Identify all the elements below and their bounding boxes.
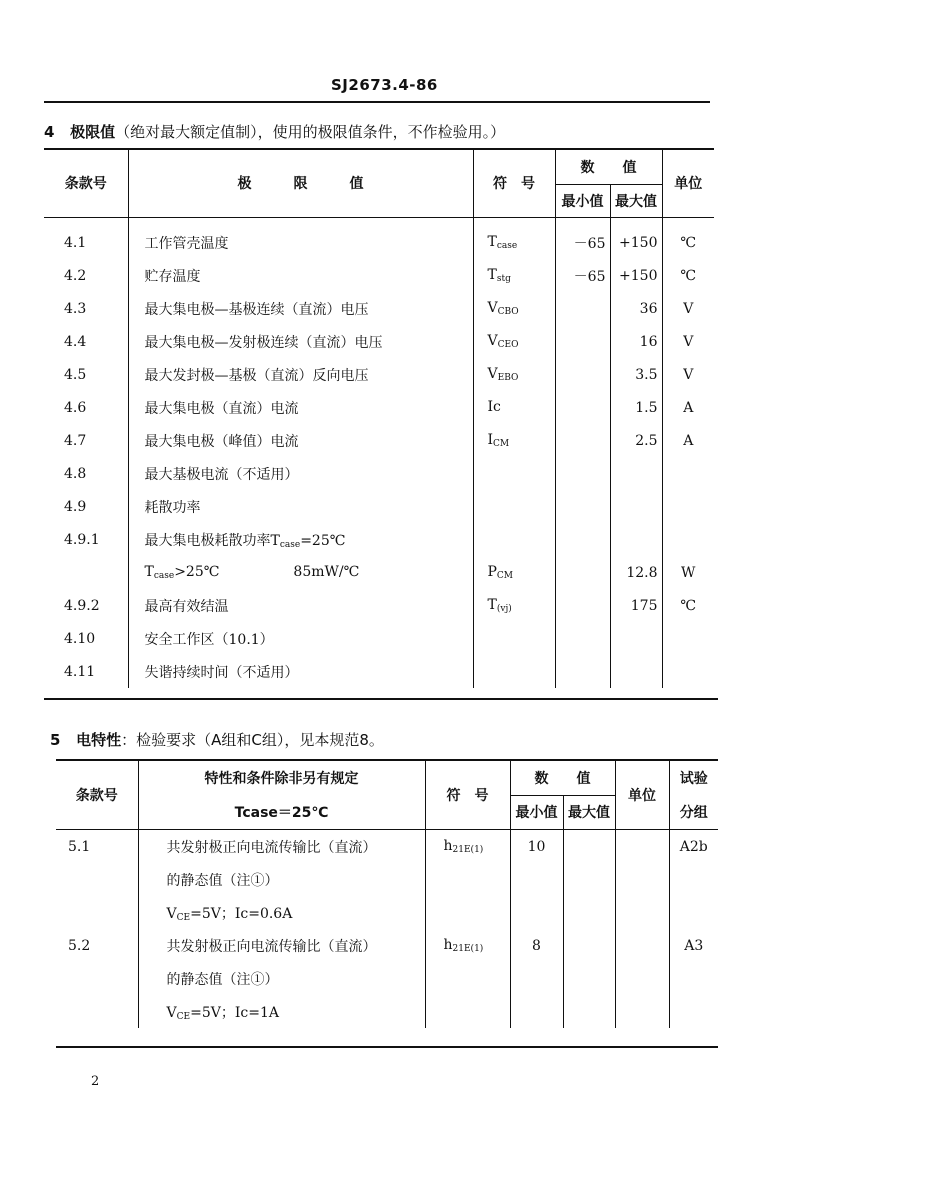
table-row [44, 226, 714, 259]
clause-number [44, 523, 128, 556]
max-value [610, 622, 662, 655]
clause-number [56, 929, 138, 962]
clause-text: 4.1 [64, 234, 87, 251]
clause-number [44, 424, 128, 457]
description-subscript: case [279, 539, 301, 550]
description-text: 最高有效结温 [144, 598, 229, 615]
max-value [563, 995, 615, 1028]
unit [662, 259, 714, 292]
table-row [44, 523, 714, 556]
clause-text: 4.8 [64, 465, 87, 482]
clause-text: 4.4 [64, 333, 87, 350]
section-description: 检验要求（A组和C组），见本规范8。 [136, 731, 384, 749]
table-row-continuation [56, 896, 718, 929]
table5-bottom-rule [56, 1046, 718, 1048]
max-value [563, 896, 615, 929]
symbol [473, 523, 555, 556]
condition-subscript: CE [176, 912, 191, 923]
limit-description [128, 589, 473, 622]
description-text: 最大集电极—发射极连续（直流）电压 [144, 334, 383, 351]
symbol-text: T [487, 597, 497, 613]
section-heading: 极限值 [70, 123, 116, 141]
unit-text: V [683, 333, 694, 350]
clause-text: 4.6 [64, 399, 87, 416]
symbol-text: h [443, 937, 453, 953]
clause-number [56, 962, 138, 995]
document-header: SJ2673.4-86 [331, 76, 438, 94]
test-group [669, 830, 718, 863]
condition-symbol: V [166, 1004, 177, 1021]
clause-number [56, 830, 138, 863]
description-tail: =25℃ [300, 532, 346, 549]
unit [615, 830, 669, 863]
col-min-header: 最小值 [555, 184, 610, 217]
unit [615, 995, 669, 1028]
min-value [555, 490, 610, 523]
clause-text: 4.3 [64, 300, 87, 317]
condition-symbol: V [166, 905, 177, 922]
unit [662, 457, 714, 490]
min-value [510, 830, 563, 863]
condition-text [138, 995, 425, 1028]
limit-description [128, 490, 473, 523]
limit-description [128, 556, 473, 589]
col-cond-header: 特性和条件除非另有规定 [138, 761, 425, 795]
unit [662, 292, 714, 325]
symbol [425, 995, 510, 1028]
page-number: 2 [91, 1074, 100, 1089]
symbol [473, 589, 555, 622]
section-number: 5 [50, 731, 61, 749]
table4-bottom-rule [44, 698, 718, 700]
max-value [563, 962, 615, 995]
symbol [425, 896, 510, 929]
limit-description [128, 259, 473, 292]
col-unit-header: 单位 [662, 150, 714, 217]
unit-text: ℃ [680, 597, 697, 614]
max-value [610, 424, 662, 457]
table-row [44, 556, 714, 589]
condition-text [138, 929, 425, 962]
symbol-subscript: 21E(1) [452, 944, 484, 954]
unit [662, 589, 714, 622]
symbol [473, 655, 555, 688]
max-text: 1.5 [635, 399, 658, 416]
description-text: 最大发封极—基极（直流）反向电压 [144, 367, 369, 384]
clause-number [44, 226, 128, 259]
min-value [510, 896, 563, 929]
min-value [555, 655, 610, 688]
unit-text: V [683, 366, 694, 383]
max-value [563, 929, 615, 962]
condition-text [138, 896, 425, 929]
min-value [555, 259, 610, 292]
description-text: 最大集电极（直流）电流 [144, 400, 299, 417]
symbol-text: V [487, 333, 498, 349]
condition-tail: =5V；Ic=0.6A [190, 905, 293, 922]
min-value [555, 622, 610, 655]
max-text: 175 [630, 597, 658, 614]
table-row [44, 622, 714, 655]
symbol [473, 325, 555, 358]
limit-description [128, 523, 473, 556]
col-clause-header: 条款号 [75, 787, 118, 804]
table-row [44, 292, 714, 325]
col-unit-header: 单位 [615, 761, 669, 829]
section-heading: 电特性 [76, 731, 122, 749]
table-row [56, 929, 718, 962]
description-text: T [144, 564, 154, 580]
clause-text: 4.9.1 [64, 531, 100, 548]
symbol-subscript: (vj) [496, 604, 512, 614]
unit [615, 929, 669, 962]
symbol-subscript: case [496, 241, 518, 251]
max-text: +150 [619, 234, 658, 251]
section-description: （绝对最大额定值制），使用的极限值条件，不作检验用。） [115, 123, 506, 141]
clause-number [44, 292, 128, 325]
section-4-title [44, 121, 505, 142]
section-number: 4 [44, 123, 55, 141]
table-row [44, 325, 714, 358]
unit [662, 325, 714, 358]
description-text: 最大集电极耗散功率T [144, 532, 280, 549]
min-text: 8 [532, 937, 541, 954]
max-value [610, 523, 662, 556]
limit-description [128, 391, 473, 424]
test-group [669, 896, 718, 929]
min-value [510, 863, 563, 896]
clause-number [44, 556, 128, 589]
clause-text: 5.1 [68, 838, 91, 855]
col-clause-header: 条款号 [64, 176, 107, 193]
unit-text: ℃ [680, 234, 697, 251]
symbol-text: T [487, 234, 497, 250]
condition-subscript: CE [176, 1011, 191, 1022]
table-row-continuation [56, 863, 718, 896]
group-text: A2b [679, 838, 708, 855]
symbol-text: h [443, 838, 453, 854]
limit-description [128, 457, 473, 490]
table-row [44, 457, 714, 490]
description-text: 最大基极电流（不适用） [144, 466, 299, 483]
test-group [669, 863, 718, 896]
condition-line: 共发射极正向电流传输比（直流） [166, 839, 377, 856]
max-text: 3.5 [635, 366, 658, 383]
unit [662, 556, 714, 589]
symbol [473, 292, 555, 325]
table-row [44, 655, 714, 688]
limit-description [128, 325, 473, 358]
max-value [610, 391, 662, 424]
description-text: 最大集电极（峰值）电流 [144, 433, 299, 450]
limits-table [44, 150, 714, 688]
description-text: 失谐持续时间（不适用） [144, 664, 299, 681]
clause-text: 4.10 [64, 630, 96, 647]
max-value [610, 589, 662, 622]
clause-number [44, 622, 128, 655]
header-rule [44, 101, 710, 103]
unit [662, 358, 714, 391]
max-value [610, 655, 662, 688]
description-text: 最大集电极—基极连续（直流）电压 [144, 301, 369, 318]
symbol-text: V [487, 300, 498, 316]
unit [615, 896, 669, 929]
description-tail: >25℃ [174, 564, 220, 580]
min-value [555, 226, 610, 259]
symbol-subscript: CM [496, 571, 514, 581]
col-limit-header: 极 限 值 [128, 150, 473, 217]
max-text: 12.8 [626, 564, 658, 581]
min-value [510, 962, 563, 995]
clause-number [44, 457, 128, 490]
min-value [555, 292, 610, 325]
condition-line: 的静态值（注①） [166, 971, 279, 988]
test-group [669, 995, 718, 1028]
condition-line: 的静态值（注①） [166, 872, 279, 889]
col-value-header: 数 值 [555, 150, 662, 184]
max-value [563, 863, 615, 896]
max-value [610, 226, 662, 259]
symbol [473, 556, 555, 589]
condition-line: 共发射极正向电流传输比（直流） [166, 938, 377, 955]
table-row [44, 259, 714, 292]
symbol-text: P [487, 564, 497, 580]
description-subscript: case [153, 571, 175, 581]
unit [615, 962, 669, 995]
max-value [610, 457, 662, 490]
min-value [555, 589, 610, 622]
condition-text [138, 830, 425, 863]
col-symbol-header: 符 号 [473, 150, 555, 217]
col-max-header: 最大值 [563, 795, 615, 829]
limit-description [128, 424, 473, 457]
table-row [44, 424, 714, 457]
clause-number [44, 490, 128, 523]
min-value [555, 358, 610, 391]
symbol-subscript: 21E(1) [452, 845, 484, 855]
unit [662, 655, 714, 688]
test-group [669, 929, 718, 962]
clause-number [44, 259, 128, 292]
max-value [610, 259, 662, 292]
clause-number [44, 655, 128, 688]
min-value [555, 556, 610, 589]
derating-value: 85mW/℃ [293, 564, 360, 580]
min-value [555, 424, 610, 457]
description-text: 安全工作区（10.1） [144, 631, 274, 648]
symbol [425, 863, 510, 896]
unit [662, 490, 714, 523]
clause-number [56, 896, 138, 929]
clause-text: 4.5 [64, 366, 87, 383]
unit [662, 226, 714, 259]
symbol [425, 929, 510, 962]
clause-text: 4.2 [64, 267, 87, 284]
min-value [555, 523, 610, 556]
symbol [473, 622, 555, 655]
symbol-text: Ic [487, 399, 501, 415]
clause-text: 5.2 [68, 937, 91, 954]
description-text: 耗散功率 [144, 499, 201, 516]
max-value [610, 325, 662, 358]
col-symbol-header: 符 号 [425, 761, 510, 829]
max-value [610, 490, 662, 523]
description-text: 工作管壳温度 [144, 235, 229, 252]
symbol [473, 424, 555, 457]
clause-text: 4.7 [64, 432, 87, 449]
max-text: 36 [639, 300, 658, 317]
min-value [510, 929, 563, 962]
table-row-continuation [56, 962, 718, 995]
unit [662, 424, 714, 457]
description-text: 贮存温度 [144, 268, 201, 285]
clause-text: 4.9 [64, 498, 87, 515]
condition-text [138, 863, 425, 896]
table-row [44, 391, 714, 424]
unit-text: ℃ [680, 267, 697, 284]
clause-number [56, 863, 138, 896]
symbol [473, 259, 555, 292]
symbol-subscript: CEO [497, 340, 519, 350]
table-row [44, 490, 714, 523]
max-value [563, 830, 615, 863]
max-value [610, 556, 662, 589]
col-cond-subheader: Tcase＝25℃ [138, 795, 425, 829]
unit-text: A [683, 399, 694, 416]
table-row [44, 589, 714, 622]
limit-description [128, 226, 473, 259]
clause-number [44, 325, 128, 358]
limit-description [128, 292, 473, 325]
col-min-header: 最小值 [510, 795, 563, 829]
limit-description [128, 655, 473, 688]
symbol [473, 358, 555, 391]
table-row-continuation [56, 995, 718, 1028]
min-text: 10 [527, 838, 546, 855]
col-max-header: 最大值 [610, 184, 662, 217]
clause-number [44, 391, 128, 424]
symbol [473, 490, 555, 523]
table-row [44, 358, 714, 391]
max-value [610, 358, 662, 391]
electrical-table [56, 761, 718, 1028]
unit-text: A [683, 432, 694, 449]
min-value [555, 391, 610, 424]
max-text: 2.5 [635, 432, 658, 449]
min-text: －65 [573, 235, 606, 252]
symbol [473, 391, 555, 424]
unit [615, 863, 669, 896]
limit-description [128, 622, 473, 655]
table-row [56, 830, 718, 863]
col-test-subheader: 分组 [669, 795, 718, 829]
limit-description [128, 358, 473, 391]
unit [662, 391, 714, 424]
symbol [473, 226, 555, 259]
symbol-subscript: CBO [497, 307, 519, 317]
col-test-header: 试验 [669, 761, 718, 795]
max-text: 16 [639, 333, 658, 350]
max-value [610, 292, 662, 325]
unit [662, 622, 714, 655]
symbol-subscript: EBO [497, 373, 519, 383]
clause-text: 4.9.2 [64, 597, 100, 614]
clause-text: 4.11 [64, 663, 96, 680]
max-text: +150 [619, 267, 658, 284]
symbol-text: T [487, 267, 497, 283]
section-5-title: 5 电特性：检验要求（A组和C组），见本规范8。 [50, 731, 384, 749]
min-value [555, 457, 610, 490]
condition-text [138, 962, 425, 995]
test-group [669, 962, 718, 995]
group-text: A3 [684, 937, 704, 954]
symbol-text: V [487, 366, 498, 382]
min-value [555, 325, 610, 358]
symbol-subscript: CM [493, 439, 510, 449]
symbol-text: I [487, 432, 494, 448]
unit-text: W [681, 564, 696, 581]
clause-number [44, 589, 128, 622]
col-value-header: 数 值 [510, 761, 615, 795]
clause-number [44, 358, 128, 391]
min-text: －65 [573, 268, 606, 285]
symbol [425, 962, 510, 995]
unit-text: V [683, 300, 694, 317]
min-value [510, 995, 563, 1028]
unit [662, 523, 714, 556]
condition-tail: =5V；Ic=1A [190, 1004, 279, 1021]
symbol [473, 457, 555, 490]
clause-number [56, 995, 138, 1028]
symbol [425, 830, 510, 863]
symbol-subscript: stg [496, 274, 511, 284]
